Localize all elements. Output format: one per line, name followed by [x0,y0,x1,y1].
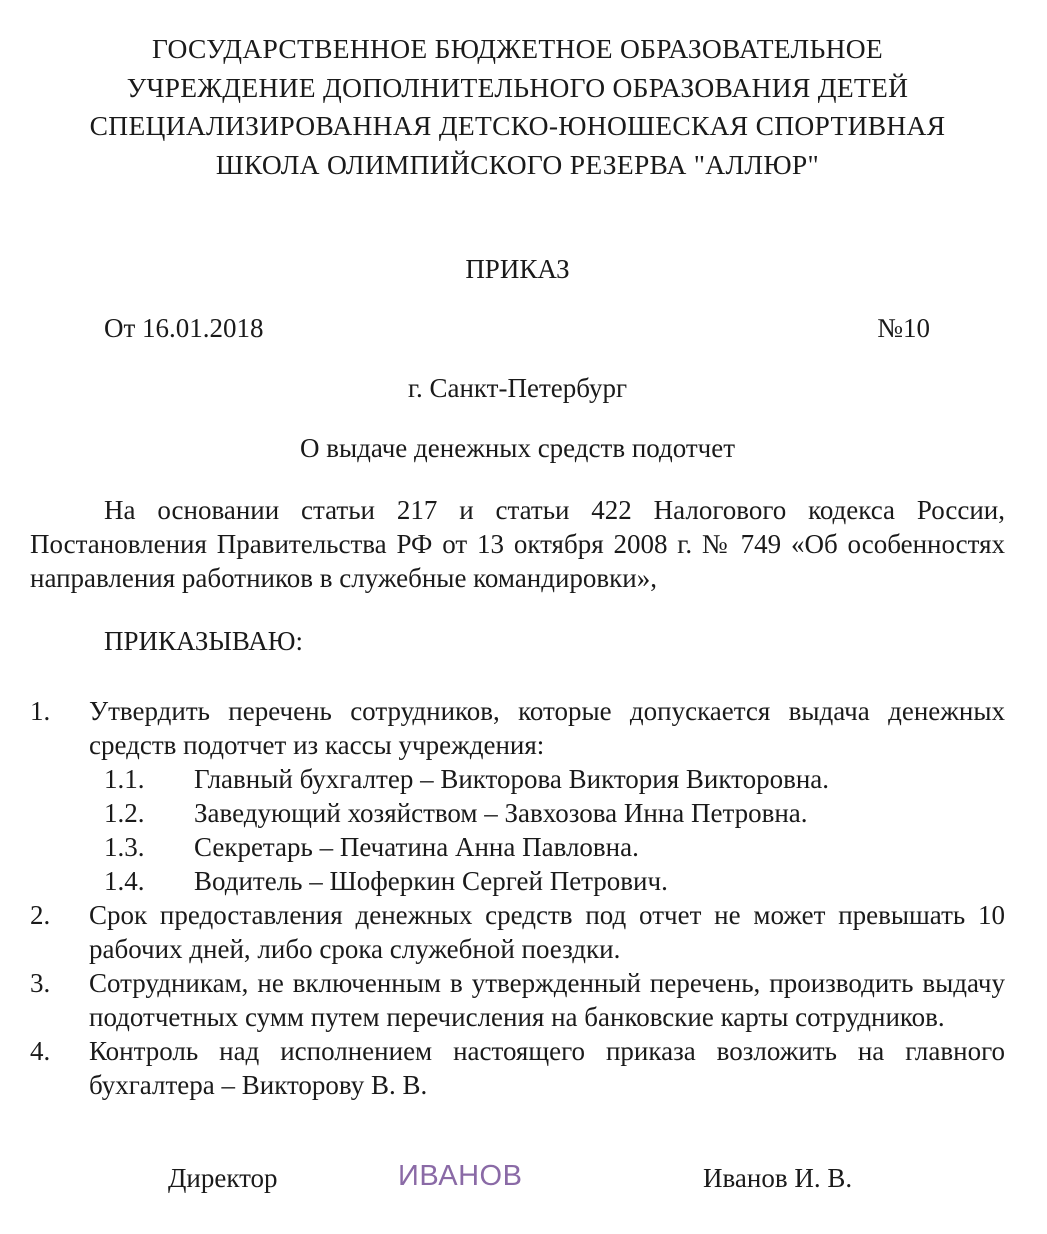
employee-list-item-number: 1.2. [104,798,145,828]
employee-list-item-text: Заведующий хозяйством – Завхозова Инна Петровна. [194,798,808,828]
order-item-number: 2. [30,900,51,930]
order-item [30,1034,1005,1102]
employee-list-item-text: Секретарь – Печатина Анна Павловна. [194,832,639,862]
document-title: ПРИКАЗ [465,254,570,284]
employee-list-item [104,830,1005,864]
order-item-text: Утвердить перечень сотрудников, которые допускается выдача денежных средств подотчет из кассы учреждения: [89,696,1005,760]
order-items-list [30,694,1005,1102]
organization-header-line: ГОСУДАРСТВЕННОЕ БЮДЖЕТНОЕ ОБРАЗОВАТЕЛЬНОЕ [151,33,884,64]
order-item-text: Сотрудникам, не включенным в утвержденный перечень, производить выдачу подотчетных сумм путем перечисления на банковские карты сотрудников. [89,968,1005,1032]
order-item-number: 4. [30,1036,51,1066]
order-item-text: Срок предоставления денежных средств под отчет не может превышать 10 рабочих дней, либо срока служебной поездки. [89,900,1005,964]
legal-basis-paragraph: На основании статьи 217 и статьи 422 Налогового кодекса России, Постановления Правительства РФ от 13 октября 2008 г. № 749 «Об особенностях направления работников в служебные командировки», [30,495,1005,593]
order-item [30,898,1005,966]
document-number: №10 [877,313,930,343]
order-item-number: 3. [30,968,51,998]
employee-list-item-number: 1.4. [104,866,145,896]
order-item [30,966,1005,1034]
employee-list-item-number: 1.1. [104,764,145,794]
employee-list-item-number: 1.3. [104,832,145,862]
organization-header-line: ШКОЛА ОЛИМПИЙСКОГО РЕЗЕРВА "АЛЛЮР" [215,148,820,180]
signature-block [0,1160,1047,1203]
organization-header-line: СПЕЦИАЛИЗИРОВАННАЯ ДЕТСКО-ЮНОШЕСКАЯ СПОРТИВНАЯ [89,110,946,141]
organization-header-line: УЧРЕЖДЕНИЕ ДОПОЛНИТЕЛЬНОГО ОБРАЗОВАНИЯ ДЕТЕЙ [126,71,909,103]
document-subject: О выдаче денежных средств подотчет [299,433,736,463]
order-item-number: 1. [30,696,51,726]
organization-header [30,30,1005,184]
signatory-role: Директор [168,1163,278,1193]
document-date: От 16.01.2018 [104,313,264,343]
document-city: г. Санкт-Петербург [407,373,628,403]
signatory-name: Иванов И. В. [703,1163,853,1193]
employee-list-item [104,864,1005,898]
employee-list-item-text: Главный бухгалтер – Викторова Виктория Викторовна. [194,764,830,794]
employee-list-item [104,796,1005,830]
employee-list [89,762,1005,898]
employee-list-item-text: Водитель – Шоферкин Сергей Петрович. [194,866,668,896]
handwritten-signature: ИВАНОВ [398,1160,523,1192]
employee-list-item [104,762,1005,796]
order-declaration: ПРИКАЗЫВАЮ: [104,626,303,656]
order-item-text: Контроль над исполнением настоящего приказа возложить на главного бухгалтера – Викторову В. В. [89,1036,1005,1100]
order-item [30,694,1005,898]
